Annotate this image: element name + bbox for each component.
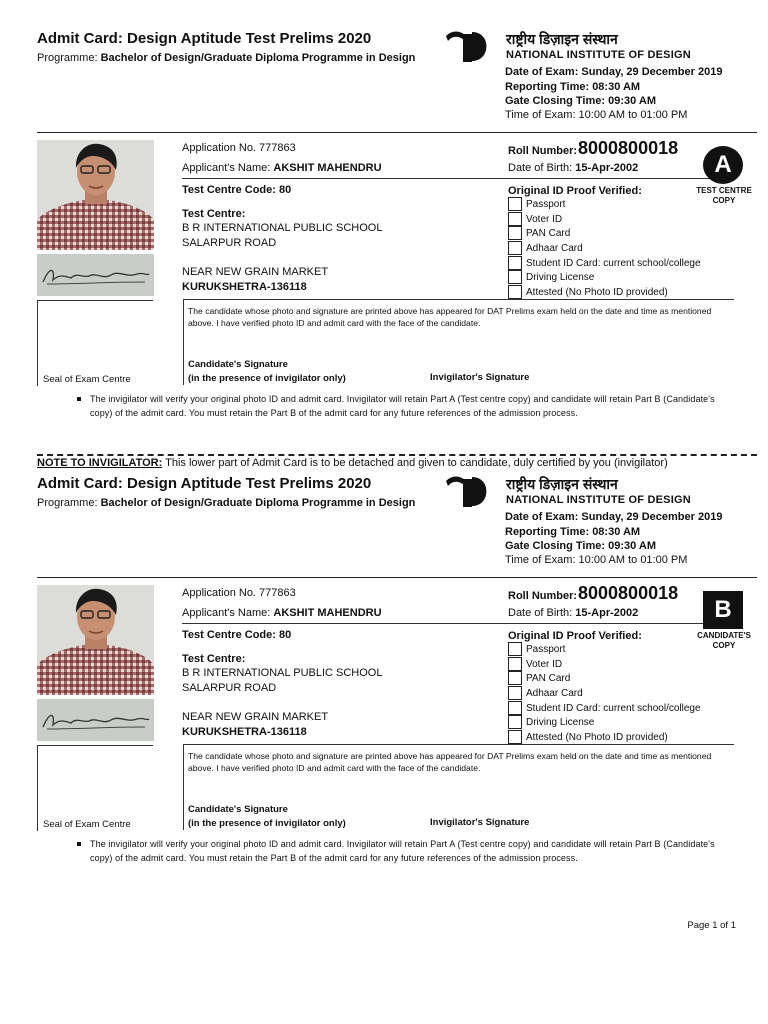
address-line-1: B R INTERNATIONAL PUBLIC SCHOOL xyxy=(182,222,383,234)
name-divider xyxy=(182,623,735,624)
roll-number: 8000800018 xyxy=(578,138,679,158)
checkbox[interactable] xyxy=(508,285,522,299)
bullet-icon xyxy=(77,397,81,401)
dob-value: 15-Apr-2002 xyxy=(575,607,639,619)
institute-hindi-name: राष्ट्रीय डिज़ाइन संस्थान xyxy=(506,476,618,492)
test-centre-label: Test Centre: xyxy=(182,208,246,220)
dob-label: Date of Birth: xyxy=(508,607,573,619)
candidate-signature-note: (in the presence of invigilator only) xyxy=(188,373,346,384)
applicant-name xyxy=(182,607,382,619)
checkbox[interactable] xyxy=(508,701,522,715)
id-option-label: Voter ID xyxy=(526,213,563,225)
id-option-label: Passport xyxy=(526,643,566,655)
address-line-2: SALARPUR ROAD xyxy=(182,682,277,694)
test-centre-label: Test Centre: xyxy=(182,653,246,665)
id-option-passport[interactable] xyxy=(508,642,565,657)
time-of-exam: Time of Exam: 10:00 AM to 01:00 PM xyxy=(505,109,688,121)
address-line-1: B R INTERNATIONAL PUBLIC SCHOOL xyxy=(182,667,383,679)
checkbox[interactable] xyxy=(508,686,522,700)
address-line-4: KURUKSHETRA-136118 xyxy=(182,726,307,738)
declaration-text: The candidate whose photo and signature are printed above has appeared for DAT Prelims exam held on the date and time as mentioned above. I have verified photo ID and admit card with the face of the candidate. xyxy=(188,751,712,773)
id-proof-title: Original ID Proof Verified: xyxy=(508,185,642,197)
id-option-label: Attested (No Photo ID provided) xyxy=(526,731,668,743)
institute-name: NATIONAL INSTITUTE OF DESIGN xyxy=(506,494,691,506)
candidate-signature-image xyxy=(37,699,154,741)
applicant-label: Applicant's Name: xyxy=(182,162,271,174)
dob-value: 15-Apr-2002 xyxy=(575,162,639,174)
nid-logo-icon xyxy=(444,471,488,507)
applicant-name xyxy=(182,162,382,174)
seal-label: Seal of Exam Centre xyxy=(43,819,131,830)
page-number: Page 1 of 1 xyxy=(687,920,736,931)
note-text: This lower part of Admit Card is to be detached and given to candidate, duly certified by you (invigilator) xyxy=(165,457,668,469)
checkbox[interactable] xyxy=(508,642,522,656)
institute-hindi-name: राष्ट्रीय डिज़ाइन संस्थान xyxy=(506,31,618,47)
candidate-signature-title: Candidate's Signature xyxy=(188,804,288,815)
roll-number-label: Roll Number: xyxy=(508,145,578,157)
reporting-time: Reporting Time: 08:30 AM xyxy=(505,81,641,93)
header-divider xyxy=(37,577,757,578)
id-option-label: Student ID Card: current school/college xyxy=(526,702,701,714)
id-option-adhaar-card[interactable] xyxy=(508,686,583,701)
copy-badge: A xyxy=(703,146,743,184)
copy-badge-label: CANDIDATE'S COPY xyxy=(697,631,751,650)
candidate-signature-note: (in the presence of invigilator only) xyxy=(188,818,346,829)
candidate-photo xyxy=(37,140,154,250)
address-line-2: SALARPUR ROAD xyxy=(182,237,277,249)
id-option-attested[interactable] xyxy=(508,285,668,300)
id-option-label: Passport xyxy=(526,198,566,210)
programme xyxy=(37,52,415,64)
programme-label: Programme: xyxy=(37,497,98,509)
id-option-label: Driving License xyxy=(526,271,595,283)
id-option-driving-license[interactable] xyxy=(508,270,594,285)
id-option-student-id[interactable] xyxy=(508,701,701,716)
candidate-photo xyxy=(37,585,154,695)
id-option-label: Attested (No Photo ID provided) xyxy=(526,286,668,298)
copy-badge-label: TEST CENTRE COPY xyxy=(696,186,752,205)
date-of-birth xyxy=(508,607,638,619)
gate-closing-time: Gate Closing Time: 09:30 AM xyxy=(505,95,656,107)
id-option-passport[interactable] xyxy=(508,197,565,212)
note-label: NOTE TO INVIGILATOR: xyxy=(37,457,163,469)
time-of-exam: Time of Exam: 10:00 AM to 01:00 PM xyxy=(505,554,688,566)
candidate-signature-label xyxy=(188,358,346,386)
roll-number: 8000800018 xyxy=(578,583,679,603)
programme-value: Bachelor of Design/Graduate Diploma Programme in Design xyxy=(100,497,416,509)
invigilator-signature-label: Invigilator's Signature xyxy=(430,817,530,828)
programme-label: Programme: xyxy=(37,52,98,64)
id-option-voter-id[interactable] xyxy=(508,657,562,672)
checkbox[interactable] xyxy=(508,657,522,671)
id-option-driving-license[interactable] xyxy=(508,715,594,730)
checkbox[interactable] xyxy=(508,730,522,744)
id-option-pan-card[interactable] xyxy=(508,226,570,241)
application-number: Application No. 777863 xyxy=(182,142,296,154)
id-option-label: Student ID Card: current school/college xyxy=(526,257,701,269)
institute-name: NATIONAL INSTITUTE OF DESIGN xyxy=(506,49,691,61)
name-divider xyxy=(182,178,735,179)
applicant-name-value: AKSHIT MAHENDRU xyxy=(273,162,382,174)
dob-label: Date of Birth: xyxy=(508,162,573,174)
applicant-name-value: AKSHIT MAHENDRU xyxy=(273,607,382,619)
address-line-3: NEAR NEW GRAIN MARKET xyxy=(182,711,329,723)
id-option-attested[interactable] xyxy=(508,730,668,745)
candidate-signature-image xyxy=(37,254,154,296)
invigilator-signature-label: Invigilator's Signature xyxy=(430,372,530,383)
address-line-4: KURUKSHETRA-136118 xyxy=(182,281,307,293)
id-option-pan-card[interactable] xyxy=(508,671,570,686)
id-proof-title: Original ID Proof Verified: xyxy=(508,630,642,642)
copy-badge: B xyxy=(703,591,743,629)
id-option-label: PAN Card xyxy=(526,672,571,684)
checkbox[interactable] xyxy=(508,241,522,255)
instruction-bullet xyxy=(77,392,737,420)
test-centre-code: Test Centre Code: 80 xyxy=(182,629,292,641)
checkbox[interactable] xyxy=(508,256,522,270)
id-option-label: PAN Card xyxy=(526,227,571,239)
bullet-icon xyxy=(77,842,81,846)
header-divider xyxy=(37,132,757,133)
reporting-time: Reporting Time: 08:30 AM xyxy=(505,526,641,538)
checkbox[interactable] xyxy=(508,270,522,284)
applicant-label: Applicant's Name: xyxy=(182,607,271,619)
checkbox[interactable] xyxy=(508,197,522,211)
id-option-label: Adhaar Card xyxy=(526,242,583,254)
checkbox[interactable] xyxy=(508,212,522,226)
date-of-exam: Date of Exam: Sunday, 29 December 2019 xyxy=(505,511,723,523)
nid-logo-icon xyxy=(444,26,488,62)
roll-number-label: Roll Number: xyxy=(508,590,578,602)
address-line-3: NEAR NEW GRAIN MARKET xyxy=(182,266,329,278)
test-centre-code: Test Centre Code: 80 xyxy=(182,184,292,196)
id-option-label: Voter ID xyxy=(526,658,563,670)
date-of-birth xyxy=(508,162,638,174)
instruction-bullet xyxy=(77,837,737,865)
instruction-text: The invigilator will verify your original photo ID and admit card. Invigilator will retain Part A (Test centre copy) and candidate will retain Part B (Candidate's copy) of the admit card. You must retain the Part B of the admit card for any future references of the admission process. xyxy=(90,394,715,418)
checkbox[interactable] xyxy=(508,715,522,729)
instruction-text: The invigilator will verify your original photo ID and admit card. Invigilator will retain Part A (Test centre copy) and candidate will retain Part B (Candidate's copy) of the admit card. You must retain the Part B of the admit card for any future references of the admission process. xyxy=(90,839,715,863)
checkbox[interactable] xyxy=(508,226,522,240)
application-number: Application No. 777863 xyxy=(182,587,296,599)
card-title: Admit Card: Design Aptitude Test Prelims 2020 xyxy=(37,30,372,47)
id-option-voter-id[interactable] xyxy=(508,212,562,227)
candidate-signature-title: Candidate's Signature xyxy=(188,359,288,370)
seal-label: Seal of Exam Centre xyxy=(43,374,131,385)
id-option-adhaar-card[interactable] xyxy=(508,241,583,256)
declaration-text: The candidate whose photo and signature are printed above has appeared for DAT Prelims exam held on the date and time as mentioned above. I have verified photo ID and admit card with the face of the candidate. xyxy=(188,306,712,328)
candidate-signature-label xyxy=(188,803,346,831)
id-option-label: Driving License xyxy=(526,716,595,728)
programme-value: Bachelor of Design/Graduate Diploma Programme in Design xyxy=(100,52,416,64)
checkbox[interactable] xyxy=(508,671,522,685)
card-title: Admit Card: Design Aptitude Test Prelims 2020 xyxy=(37,475,372,492)
date-of-exam: Date of Exam: Sunday, 29 December 2019 xyxy=(505,66,723,78)
admit-card-part-b xyxy=(0,445,768,890)
admit-card-part-a xyxy=(0,0,768,445)
id-option-student-id[interactable] xyxy=(508,256,701,271)
programme xyxy=(37,497,415,509)
id-option-label: Adhaar Card xyxy=(526,687,583,699)
gate-closing-time: Gate Closing Time: 09:30 AM xyxy=(505,540,656,552)
